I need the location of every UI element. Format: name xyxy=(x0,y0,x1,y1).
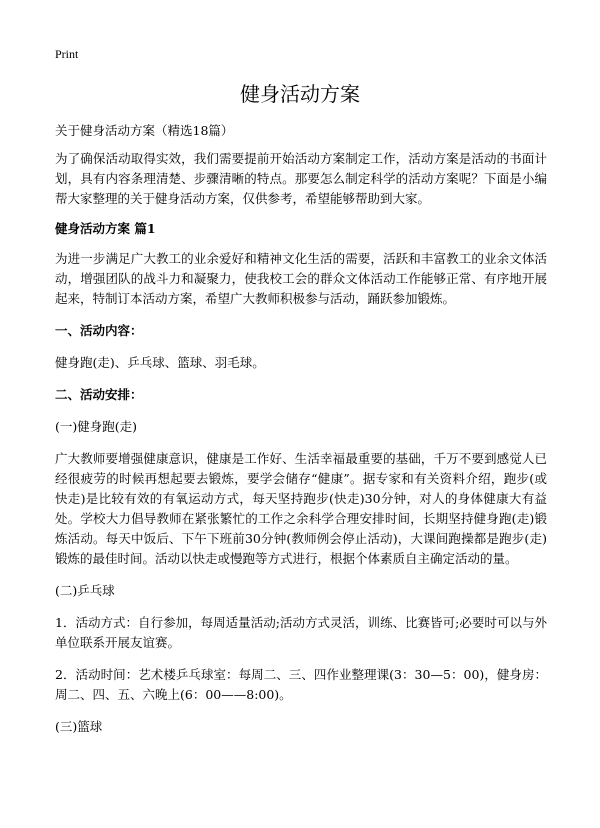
document-body xyxy=(55,121,547,749)
document-subtitle: 关于健身活动方案（精选18篇） xyxy=(55,123,234,138)
run-paragraph: 广大教师要增强健康意识，健康是工作好、生活幸福最重要的基础，千万不要到感觉人已经很疲劳的时候再想起要去锻炼，要学会储存“健康”。据专家和有关资料介绍，跑步(或快走)是比较有效的有氧运动方式，每天坚持跑步(快走)30分钟，对人的身体健康大有益处。学校大力倡导教师在紧张繁忙的工作之余科学合理安排时间，长期坚持健身跑(走)锻炼活动。每天中饭后、下午下班前30分钟(教师例会停止活动)，大课间跑操都是跑步(走)锻炼的最佳时间。活动以快走或慢跑等方式进行，根据个体素质自主确定活动的量。 xyxy=(55,451,547,566)
arrangement-heading: 二、活动安排： xyxy=(55,387,143,402)
section-paragraph: 为进一步满足广大教工的业余爱好和精神文化生活的需要，活跃和丰富教工的业余文体活动，增强团队的战斗力和凝聚力，使我校工会的群众文体活动工作能够正常、有序地开展起来，特制订本活动方案，希望广大教师积极参与活动，踊跃参加锻炼。 xyxy=(55,251,547,306)
section-heading: 健身活动方案 篇1 xyxy=(55,221,156,236)
document-title: 健身活动方案 xyxy=(240,82,360,106)
intro-paragraph: 为了确保活动取得实效，我们需要提前开始活动方案制定工作，活动方案是活动的书面计划，具有内容条理清楚、步骤清晰的特点。那要怎么制定科学的活动方案呢？下面是小编帮大家整理的关于健身活动方案，仅供参考，希望能够帮助到大家。 xyxy=(55,151,547,206)
content-text: 健身跑(走)、乒乓球、篮球、羽毛球。 xyxy=(55,355,265,370)
basketball-heading: (三)篮球 xyxy=(55,719,103,734)
content-heading: 一、活动内容： xyxy=(55,323,143,338)
pingpong-item-1: 1．活动方式：自行参加，每周适量活动;活动方式灵活，训练、比赛皆可;必要时可以与外单位联系开展友谊赛。 xyxy=(55,615,547,650)
pingpong-heading: (二)乒乓球 xyxy=(55,583,115,598)
print-label: Print xyxy=(55,47,79,61)
run-heading: (一)健身跑(走) xyxy=(55,419,138,434)
pingpong-item-2: 2．活动时间：艺术楼乒乓球室：每周二、三、四作业整理课(3：30—5：00)，健身房：周二、四、五、六晚上(6：00——8:00)。 xyxy=(55,667,547,702)
